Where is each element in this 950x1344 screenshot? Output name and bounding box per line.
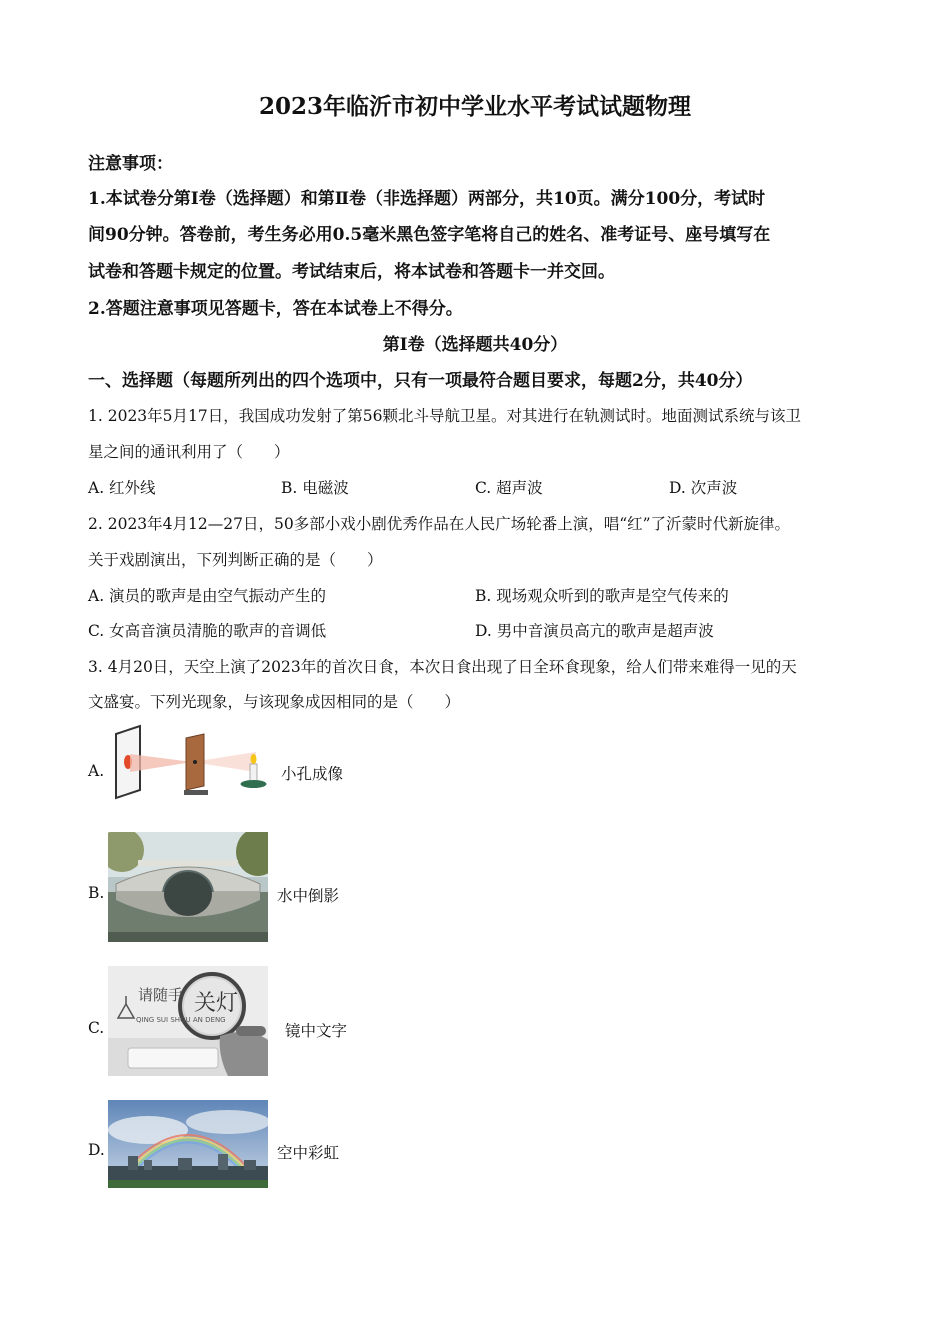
page-title: 2023年临沂市初中学业水平考试试题物理 <box>258 93 691 120</box>
q3-option-b-label: B. <box>88 884 105 902</box>
notice-line-3: 试卷和答题卡规定的位置。考试结束后，将本试卷和答题卡一并交回。 <box>88 262 615 282</box>
q3-line-2: 文盛宴。下列光现象，与该现象成因相同的是（ ） <box>88 693 461 711</box>
section1-heading: 一、选择题（每题所列出的四个选项中，只有一项最符合题目要求，每题2分，共40分） <box>88 371 753 391</box>
magnifier-sign-pinyin: QING SUI SHOU AN DENG <box>136 1016 226 1024</box>
notice-line-1: 1.本试卷分第Ⅰ卷（选择题）和第Ⅱ卷（非选择题）两部分，共10页。满分100分，考试时 <box>88 189 766 209</box>
q1-option-a: A. 红外线 <box>88 479 156 497</box>
q3-option-b-caption: 水中倒影 <box>277 887 340 905</box>
q3-line-1: 3. 4月20日，天空上演了2023年的首次日食，本次日食出现了日全环食现象，给人们带来难得一见的天 <box>88 658 797 676</box>
notice-line-4: 2.答题注意事项见答题卡，答在本试卷上不得分。 <box>88 299 463 319</box>
pinhole-imaging-illustration <box>108 724 268 802</box>
q1-option-b: B. 电磁波 <box>281 479 349 497</box>
q2-option-c: C. 女高音演员清脆的歌声的音调低 <box>88 622 327 640</box>
rainbow-photo <box>108 1100 268 1188</box>
q3-option-d-label: D. <box>88 1141 105 1159</box>
q3-option-d-caption: 空中彩虹 <box>277 1144 340 1162</box>
part1-heading: 第Ⅰ卷（选择题共40分） <box>382 335 568 355</box>
q2-option-b: B. 现场观众听到的歌声是空气传来的 <box>475 587 729 605</box>
q2-option-d: D. 男中音演员高亢的歌声是超声波 <box>475 622 714 640</box>
notice-line-2: 间90分钟。答卷前，考生务必用0.5毫米黑色签字笔将自己的姓名、准考证号、座号填写在 <box>88 225 771 245</box>
q2-line-1: 2. 2023年4月12—27日，50多部小戏小剧优秀作品在人民广场轮番上演，唱“红”了沂蒙时代新旋律。 <box>88 515 791 533</box>
notice-heading: 注意事项： <box>88 154 173 174</box>
q3-option-a-caption: 小孔成像 <box>281 765 344 783</box>
q1-option-c: C. 超声波 <box>475 479 543 497</box>
q2-line-2: 关于戏剧演出，下列判断正确的是（ ） <box>88 551 383 569</box>
magnifier-sign-text-1: 请随手 <box>138 986 184 1004</box>
q3-option-c-caption: 镜中文字 <box>285 1022 348 1040</box>
q2-option-a: A. 演员的歌声是由空气振动产生的 <box>88 587 327 605</box>
magnifier-text-photo <box>108 966 268 1076</box>
q1-line-1: 1. 2023年5月17日，我国成功发射了第56颗北斗导航卫星。对其进行在轨测试时。地面测试系统与该卫 <box>88 407 801 425</box>
magnifier-sign-text-2: 关灯 <box>194 991 239 1016</box>
q3-option-c-label: C. <box>88 1019 105 1037</box>
q1-option-d: D. 次声波 <box>669 479 738 497</box>
q1-line-2: 星之间的通讯利用了（ ） <box>88 443 290 461</box>
q3-option-a-label: A. <box>88 762 105 780</box>
bridge-reflection-photo <box>108 832 268 942</box>
